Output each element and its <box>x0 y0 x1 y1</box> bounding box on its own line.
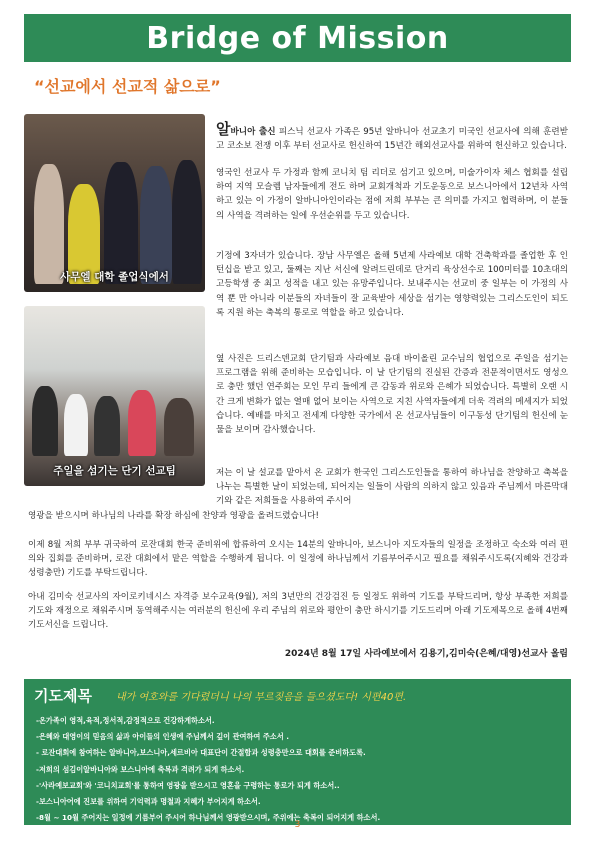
person-figure <box>128 390 156 456</box>
prayer-item: -'사라예보교회'와 '코니치교회'를 통하여 영광을 받으시고 영혼을 구령하는 통로가 되게 하소서.. <box>36 780 340 790</box>
title-banner <box>24 14 571 62</box>
newsletter-title: Bridge of Mission <box>146 20 449 56</box>
prayer-item: -8월 ~ 10월 주어지는 일정에 기름부어 주시어 하나님께서 영광받으시며, 주위에는 축복이 되어지게 하소서. <box>36 813 381 823</box>
graduation-photo <box>24 114 205 292</box>
person-figure <box>32 386 58 456</box>
intro-text: 피스닉 선교사 가족은 95년 알바니아 선교초기 미국인 선교사에 의해 훈련받고 코소보 전쟁 이후 부터 선교사로 헌신하여 15년간 해외선교사를 위하여 헌신하고 있습니다. <box>216 127 569 152</box>
signature: 2024년 8월 17일 사라예보에서 김용기,김미숙(은혜/대영)선교사 올림 <box>284 649 568 659</box>
prayer-box <box>24 679 571 825</box>
prayer-item: -저희의 섬김이알바니아와 보스니아에 축복과 격려가 되게 하소서. <box>36 764 245 774</box>
person-figure <box>104 162 138 284</box>
prayer-item: -은혜와 대영이의 믿음의 삶과 아이들의 인생에 주님께서 깊이 관여하여 주소서 . <box>36 732 289 742</box>
prayer-item: -보스니아어에 진보를 위하여 기억력과 명철과 지혜가 부어지게 하소서. <box>36 797 261 807</box>
family-paragraph: 기정에 3자녀가 있습니다. 장남 사무엘은 올해 5년제 사라예보 대학 건축학과를 졸업한 후 인턴십을 받고 있고, 둘째는 지난 서신에 알려드린데로 단거리 육상선수로 100미터를 10초대의 고등학생 중 최고 성적을 내고 있는 유망주입니다. 보내주시는 선교비 중 일부는 이 가정의 사역 뿐 만 아니라 이분들의 자녀들이 잘 교육받아 세상을 섬기는 영향력있는 그리스도인이 되도록 지원 하는 축복의 통로로 역할을 하고 있습니다. <box>216 251 568 318</box>
prayer-list <box>36 713 380 826</box>
prayer-verse: 내가 여호와를 기다렸더니 나의 부르짖음을 들으셨도다! 시편40편. <box>116 692 407 703</box>
drop-letter: 알 <box>216 120 231 138</box>
schedule-paragraph: 이제 8월 저희 부부 귀국하여 로잔대회 한국 준비위에 합류하여 오시는 14분의 알바니아, 보스니아 지도자들의 일정을 조정하고 숙소와 여러 편의와 집회를 준비하며, 로잔 대회에서 맡은 역할을 수행하게 됩니다. 이 일정에 하나님께서 기름부어주시고 필요를 채워주시도록(지혜와 건강과 성령충만) 기도를 부탁드립니다. <box>28 540 568 579</box>
mission-team-photo <box>24 306 205 486</box>
photo-caption: 주일을 섬기는 단기 선교팀 <box>53 465 176 477</box>
sermon-paragraph-end: 영광을 받으시며 하나님의 나라를 확장 하심에 찬양과 영광을 올려드렸습니다! <box>28 511 319 521</box>
intro-paragraph <box>216 122 568 153</box>
person-figure <box>140 166 172 284</box>
ministry-paragraph: 영국인 선교사 두 가정과 함께 코니치 팀 리더로 섬기고 있으며, 미술가이자 체스 협회를 설립하여 지역 모슬렘 남자들에게 전도 하며 교회개척과 기도운동으로 보스니아에서 12년차 사역하고 있는 이 가정이 알바니아인이라는 점에 저희 부부는 큰 의미를 가지고 협력하며, 이 분들의 사역을 격려하는 일에 우선순위를 두고 있습니다. <box>216 168 568 221</box>
intro-lead: 바니아 출신 <box>230 127 276 137</box>
person-figure <box>64 394 88 456</box>
sermon-paragraph: 저는 이 날 설교를 맡아서 온 교회가 한국인 그리스도인들을 통하여 하나님을 찬양하고 축복을 나누는 특별한 날이 되었는데, 되어지는 일들이 사람의 의하지 않고 있음과 주님께서 마른막대기와 같은 저희들을 사용하여 주시어 <box>216 468 568 507</box>
person-figure <box>94 396 120 456</box>
prayer-item: -온가족이 영적,육적,정서적,감정적으로 건강하게하소서. <box>36 716 215 725</box>
closing-paragraph: 아내 김미숙 선교사의 자이로키네시스 자격증 보수교육(9월), 저의 3년만의 건강검진 등 일정도 위하여 기도를 부탁드리며, 항상 부족한 저희를 기도와 재정으로 채워주시며 동역해주시는 여러분의 헌신에 우리 주님의 위로와 평안이 충만 하시기를 기도드리며 아래 기도제목으로 올해 4번째 기도서신을 드립니다. <box>28 592 568 631</box>
prayer-title: 기도제목 <box>34 687 92 705</box>
team-paragraph: 옆 사진은 드리스덴교회 단기팀과 사라예보 음대 바이올린 교수님의 협업으로 주일을 섬기는 프로그램을 위해 준비하는 모습입니다. 이 날 단기팀의 진실된 간증과 전문적이면서도 영성으로 충만 했던 연주회는 모인 무리 들에게 큰 감동과 위로와 은혜가 되었습니다. 특별히 오랜 시간 크게 변화가 없는 열매 없어 보이는 사역으로 지친 사역자들에게 더욱 격려의 메세지가 되었습니다. 예배를 마치고 전세계 다양한 국가에서 온 선교사님들이 이구동성 단기팀의 헌신에 눈물을 보이며 감사했습니다. <box>216 354 568 436</box>
newsletter-subtitle: “선교에서 선교적 삶으로” <box>34 77 221 96</box>
page-number: 3 <box>294 820 301 830</box>
person-figure <box>172 160 202 284</box>
prayer-item: - 로잔대회에 참여하는 알바니아,보스니아,세르비아 대표단이 간절함과 성령충만으로 대회를 준비하도록. <box>36 748 366 758</box>
photo-caption: 사무엘 대학 졸업식에서 <box>60 271 169 283</box>
person-figure <box>164 398 194 456</box>
person-figure <box>34 164 64 284</box>
